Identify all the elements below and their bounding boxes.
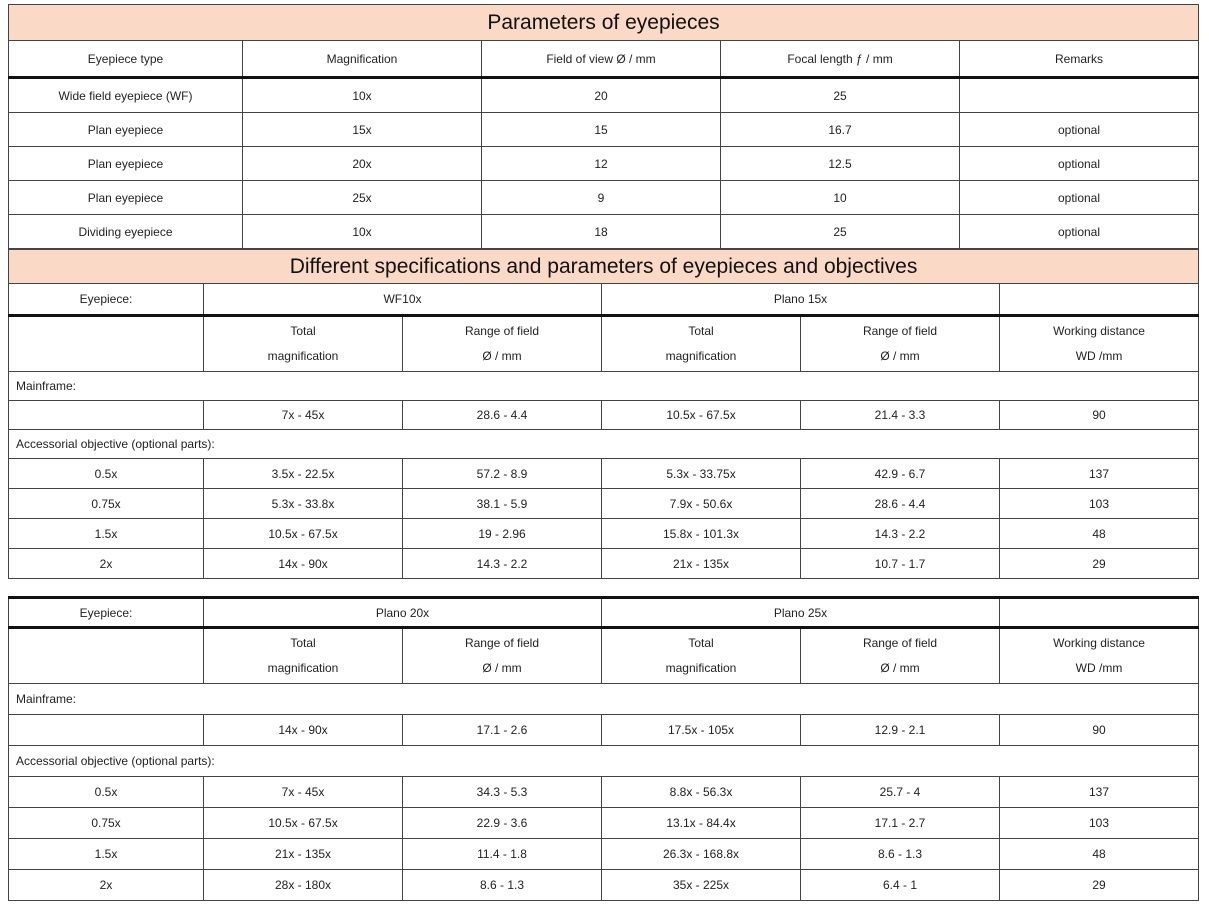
table-cell: 15.8x - 101.3x [602,519,801,549]
table-cell: 3.5x - 22.5x [204,459,403,489]
table-cell: 9 [482,181,721,215]
table-row [9,401,1199,430]
table-cell: 103 [1000,489,1199,519]
table-cell: 1.5x [9,839,204,870]
header-cell [204,628,403,684]
table-cell: 25 [721,215,960,249]
eyepiece-objective-specs-table-2 [8,596,1199,901]
header-cell [801,316,1000,372]
eyepiece-name: WF10x [204,284,602,316]
header-line: Ø / mm [880,661,920,675]
table-row [9,519,1199,549]
header-line: Ø / mm [482,349,522,363]
table-cell: 15x [243,113,482,147]
header-cell [403,628,602,684]
table2-title: Different specifications and parameters of eyepieces and objectives [9,250,1199,284]
table-cell: 28x - 180x [204,870,403,901]
header-line: magnification [267,349,339,363]
table-cell: 14.3 - 2.2 [403,549,602,579]
table-row [9,147,1199,181]
table-cell: 35x - 225x [602,870,801,901]
eyepiece-name: Plano 25x [602,598,1000,628]
table-cell: 8.8x - 56.3x [602,777,801,808]
header-line: Total [688,324,714,338]
header-line: Total [688,636,714,650]
table-cell: 10.5x - 67.5x [204,519,403,549]
table-cell: 38.1 - 5.9 [403,489,602,519]
header-cell [403,316,602,372]
eyepiece-parameters-table [8,4,1199,249]
table-cell: 10x [243,78,482,113]
table-cell: 29 [1000,870,1199,901]
column-header-row [9,316,1199,372]
table-cell: 90 [1000,401,1199,430]
header-line: Range of field [862,324,938,338]
table-cell: Wide field eyepiece (WF) [9,78,243,113]
table-row [9,870,1199,901]
table-cell: 10 [721,181,960,215]
table-cell: 42.9 - 6.7 [801,459,1000,489]
header-line: magnification [267,661,339,675]
header-line: Range of field [464,324,540,338]
header-cell [1000,316,1199,372]
table-cell: Plan eyepiece [9,181,243,215]
table-cell: 90 [1000,715,1199,746]
table-row [9,489,1199,519]
table-cell: 14x - 90x [204,715,403,746]
table-row [9,113,1199,147]
empty-cell [1000,598,1199,628]
header-line: Total [290,324,316,338]
header-line: WD /mm [1075,661,1123,675]
header-line: magnification [665,349,737,363]
empty-cell [9,316,204,372]
header-line: Working distance [1053,324,1145,338]
table-cell: 18 [482,215,721,249]
table-cell: 25.7 - 4 [801,777,1000,808]
table-cell: 25 [721,78,960,113]
header-cell: Magnification [243,41,482,78]
table-cell: 5.3x - 33.75x [602,459,801,489]
table-cell: 137 [1000,777,1199,808]
table-cell: 10.5x - 67.5x [602,401,801,430]
header-cell [204,316,403,372]
document [8,4,1198,901]
header-line: Range of field [464,636,540,650]
table-cell: 0.75x [9,808,204,839]
table-cell: 5.3x - 33.8x [204,489,403,519]
table-cell: 137 [1000,459,1199,489]
table-cell: 48 [1000,519,1199,549]
table-cell: 26.3x - 168.8x [602,839,801,870]
table-cell: 14x - 90x [204,549,403,579]
table-row [9,839,1199,870]
table-cell: 48 [1000,839,1199,870]
table-cell: 57.2 - 8.9 [403,459,602,489]
eyepiece-name: Plano 15x [602,284,1000,316]
table-cell: 7x - 45x [204,777,403,808]
section-row [9,684,1199,715]
table-cell: 6.4 - 1 [801,870,1000,901]
table-cell: 10.7 - 1.7 [801,549,1000,579]
table-cell: Dividing eyepiece [9,215,243,249]
header-cell: Focal length ƒ / mm [721,41,960,78]
table-row [9,715,1199,746]
header-line: Working distance [1053,636,1145,650]
table-cell: 21.4 - 3.3 [801,401,1000,430]
table-cell: 0.5x [9,777,204,808]
table-cell: optional [960,181,1199,215]
table-cell: 2x [9,870,204,901]
header-line: Ø / mm [880,349,920,363]
table-cell: 17.1 - 2.7 [801,808,1000,839]
table-cell: 15 [482,113,721,147]
table-cell: 34.3 - 5.3 [403,777,602,808]
empty-cell [1000,284,1199,316]
table-cell: 14.3 - 2.2 [801,519,1000,549]
table-cell: 20 [482,78,721,113]
table-cell: 103 [1000,808,1199,839]
table-gap [8,579,1198,596]
eyepiece-objective-specs-table [8,249,1199,579]
table-row [9,459,1199,489]
table-cell: 13.1x - 84.4x [602,808,801,839]
table-cell: 8.6 - 1.3 [403,870,602,901]
header-cell [602,316,801,372]
table-cell: 0.5x [9,459,204,489]
section-label: Mainframe: [9,372,1199,401]
table-cell: optional [960,215,1199,249]
header-line: Ø / mm [482,661,522,675]
table-cell: 25x [243,181,482,215]
section-row [9,746,1199,777]
eyepiece-name: Plano 20x [204,598,602,628]
table-cell: 19 - 2.96 [403,519,602,549]
eyepiece-label: Eyepiece: [9,284,204,316]
section-label: Accessorial objective (optional parts): [9,430,1199,459]
section-label: Mainframe: [9,684,1199,715]
table-cell: optional [960,113,1199,147]
section-label: Accessorial objective (optional parts): [9,746,1199,777]
table-row [9,181,1199,215]
header-line: Range of field [862,636,938,650]
table-cell: 0.75x [9,489,204,519]
table-cell: Plan eyepiece [9,147,243,181]
table-row [9,78,1199,113]
table-cell: optional [960,147,1199,181]
table-cell [960,78,1199,113]
table-cell [9,715,204,746]
table-cell: 7x - 45x [204,401,403,430]
table-cell: 12.9 - 2.1 [801,715,1000,746]
table-cell: 10.5x - 67.5x [204,808,403,839]
header-cell: Eyepiece type [9,41,243,78]
eyepiece-header-row [9,284,1199,316]
eyepiece-label: Eyepiece: [9,598,204,628]
table-cell: 22.9 - 3.6 [403,808,602,839]
section-row [9,372,1199,401]
header-cell: Field of view Ø / mm [482,41,721,78]
table-cell: 2x [9,549,204,579]
table-row [9,777,1199,808]
table-row [9,215,1199,249]
column-header-row [9,628,1199,684]
eyepiece-header-row [9,598,1199,628]
table-cell: 28.6 - 4.4 [801,489,1000,519]
table-row [9,808,1199,839]
table-cell: 7.9x - 50.6x [602,489,801,519]
table-cell: 21x - 135x [602,549,801,579]
header-cell [801,628,1000,684]
table-cell: Plan eyepiece [9,113,243,147]
table-cell: 29 [1000,549,1199,579]
table-cell: 11.4 - 1.8 [403,839,602,870]
table-cell: 1.5x [9,519,204,549]
table1-title: Parameters of eyepieces [9,5,1199,41]
table-cell: 8.6 - 1.3 [801,839,1000,870]
table-cell: 12 [482,147,721,181]
section-row [9,430,1199,459]
header-line: WD /mm [1075,349,1123,363]
table-cell: 28.6 - 4.4 [403,401,602,430]
header-line: Total [290,636,316,650]
table-row [9,549,1199,579]
table-cell: 12.5 [721,147,960,181]
table-cell: 16.7 [721,113,960,147]
header-line: magnification [665,661,737,675]
table-cell [9,401,204,430]
table-cell: 20x [243,147,482,181]
header-cell [602,628,801,684]
table-cell: 10x [243,215,482,249]
empty-cell [9,628,204,684]
table-cell: 17.5x - 105x [602,715,801,746]
table1-header-row [9,41,1199,78]
table-cell: 17.1 - 2.6 [403,715,602,746]
table-cell: 21x - 135x [204,839,403,870]
header-cell [1000,628,1199,684]
header-cell: Remarks [960,41,1199,78]
